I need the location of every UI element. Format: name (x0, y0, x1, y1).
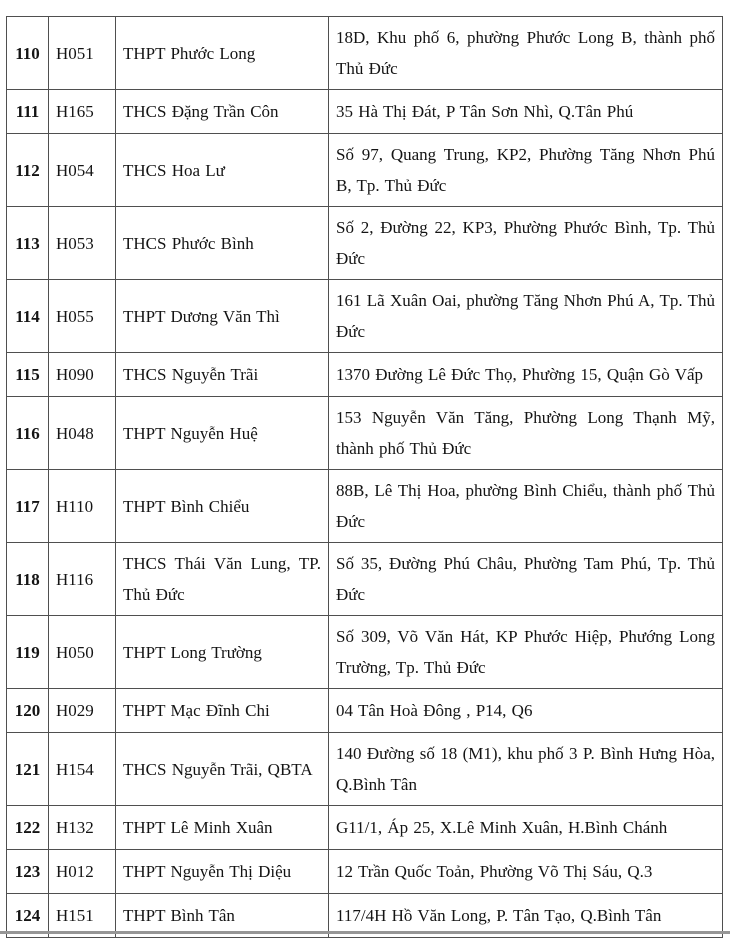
cell-row-number: 123 (7, 850, 49, 894)
schools-table-body (7, 17, 723, 938)
cell-school-address: 140 Đường số 18 (M1), khu phố 3 P. Bình Hưng Hòa, Q.Bình Tân (329, 733, 723, 806)
cell-row-number: 114 (7, 280, 49, 353)
cell-row-number: 121 (7, 733, 49, 806)
cell-school-address: 1370 Đường Lê Đức Thọ, Phường 15, Quận Gò Vấp (329, 353, 723, 397)
cell-school-name: THCS Hoa Lư (116, 134, 329, 207)
cell-school-address: 153 Nguyễn Văn Tăng, Phường Long Thạnh Mỹ, thành phố Thủ Đức (329, 397, 723, 470)
table-row (7, 280, 723, 353)
cell-school-code: H048 (49, 397, 116, 470)
cell-row-number: 113 (7, 207, 49, 280)
cell-row-number: 118 (7, 543, 49, 616)
cell-school-address: 88B, Lê Thị Hoa, phường Bình Chiểu, thành phố Thủ Đức (329, 470, 723, 543)
cell-school-address: Số 35, Đường Phú Châu, Phường Tam Phú, Tp. Thủ Đức (329, 543, 723, 616)
cell-row-number: 110 (7, 17, 49, 90)
table-row (7, 689, 723, 733)
cell-row-number: 120 (7, 689, 49, 733)
cell-row-number: 115 (7, 353, 49, 397)
cell-school-name: THPT Nguyễn Thị Diệu (116, 850, 329, 894)
cell-school-code: H029 (49, 689, 116, 733)
cell-school-address: 161 Lã Xuân Oai, phường Tăng Nhơn Phú A, Tp. Thủ Đức (329, 280, 723, 353)
page-bottom-edge (0, 931, 730, 934)
cell-school-name: THPT Dương Văn Thì (116, 280, 329, 353)
cell-school-code: H165 (49, 90, 116, 134)
cell-school-code: H132 (49, 806, 116, 850)
cell-school-code: H012 (49, 850, 116, 894)
table-row (7, 207, 723, 280)
cell-row-number: 117 (7, 470, 49, 543)
cell-school-name: THPT Lê Minh Xuân (116, 806, 329, 850)
table-row (7, 90, 723, 134)
cell-school-name: THCS Thái Văn Lung, TP. Thủ Đức (116, 543, 329, 616)
cell-school-name: THCS Nguyễn Trãi (116, 353, 329, 397)
table-row (7, 470, 723, 543)
cell-row-number: 119 (7, 616, 49, 689)
cell-row-number: 124 (7, 894, 49, 938)
table-row (7, 733, 723, 806)
cell-row-number: 122 (7, 806, 49, 850)
table-row (7, 353, 723, 397)
cell-school-name: THPT Nguyễn Huệ (116, 397, 329, 470)
cell-school-name: THPT Phước Long (116, 17, 329, 90)
table-row (7, 850, 723, 894)
cell-school-name: THPT Bình Chiểu (116, 470, 329, 543)
cell-school-code: H154 (49, 733, 116, 806)
cell-school-code: H090 (49, 353, 116, 397)
cell-school-address: Số 2, Đường 22, KP3, Phường Phước Bình, Tp. Thủ Đức (329, 207, 723, 280)
table-row (7, 134, 723, 207)
cell-school-address: G11/1, Áp 25, X.Lê Minh Xuân, H.Bình Chánh (329, 806, 723, 850)
cell-school-address: 18D, Khu phố 6, phường Phước Long B, thành phố Thủ Đức (329, 17, 723, 90)
cell-row-number: 116 (7, 397, 49, 470)
cell-school-name: THPT Bình Tân (116, 894, 329, 938)
cell-school-code: H110 (49, 470, 116, 543)
cell-school-name: THPT Long Trường (116, 616, 329, 689)
cell-school-name: THCS Phước Bình (116, 207, 329, 280)
table-row (7, 616, 723, 689)
cell-school-address: 117/4H Hồ Văn Long, P. Tân Tạo, Q.Bình Tân (329, 894, 723, 938)
cell-school-address: 04 Tân Hoà Đông , P14, Q6 (329, 689, 723, 733)
cell-school-code: H051 (49, 17, 116, 90)
cell-school-code: H054 (49, 134, 116, 207)
cell-school-code: H050 (49, 616, 116, 689)
cell-school-address: Số 309, Võ Văn Hát, KP Phước Hiệp, Phướng Long Trường, Tp. Thủ Đức (329, 616, 723, 689)
cell-row-number: 111 (7, 90, 49, 134)
cell-school-code: H151 (49, 894, 116, 938)
cell-school-address: 12 Trần Quốc Toản, Phường Võ Thị Sáu, Q.3 (329, 850, 723, 894)
cell-row-number: 112 (7, 134, 49, 207)
cell-school-name: THCS Đặng Trần Côn (116, 90, 329, 134)
table-row (7, 397, 723, 470)
schools-table (6, 16, 723, 938)
cell-school-code: H055 (49, 280, 116, 353)
cell-school-name: THPT Mạc Đĩnh Chi (116, 689, 329, 733)
table-row (7, 543, 723, 616)
cell-school-address: 35 Hà Thị Đát, P Tân Sơn Nhì, Q.Tân Phú (329, 90, 723, 134)
table-row (7, 17, 723, 90)
cell-school-name: THCS Nguyễn Trãi, QBTA (116, 733, 329, 806)
cell-school-address: Số 97, Quang Trung, KP2, Phường Tăng Nhơn Phú B, Tp. Thủ Đức (329, 134, 723, 207)
table-row (7, 806, 723, 850)
cell-school-code: H053 (49, 207, 116, 280)
cell-school-code: H116 (49, 543, 116, 616)
